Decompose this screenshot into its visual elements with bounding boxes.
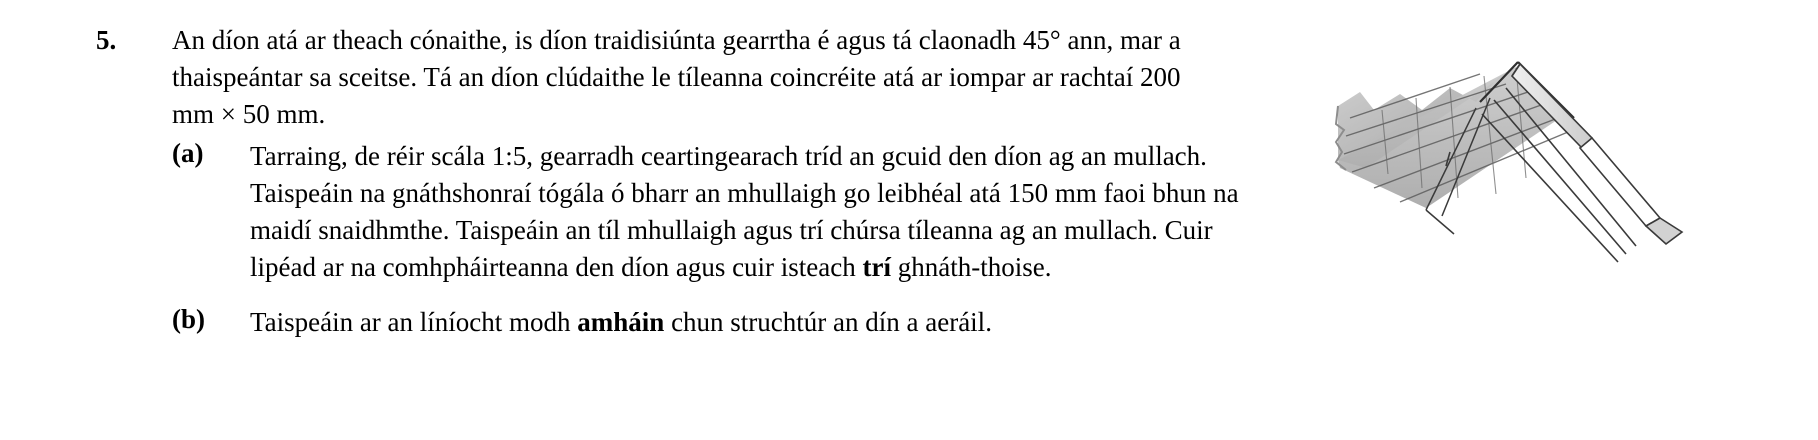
question-part-b [172, 304, 1272, 341]
roof-sketch-svg [1330, 48, 1750, 288]
part-b-text-after: chun struchtúr an dín a aeráil. [664, 306, 992, 337]
part-a-text-bold: trí [862, 251, 891, 282]
part-a-text-after: ghnáth-thoise. [891, 251, 1052, 282]
question-part-a [172, 138, 1272, 286]
part-b-text [250, 304, 1270, 341]
part-b-label: (b) [172, 303, 205, 334]
roof-section-right [1512, 64, 1682, 244]
question-parts [172, 138, 1272, 359]
part-a-label: (a) [172, 138, 204, 168]
question-number: 5. [96, 25, 117, 55]
part-b-text-before: Taispeáin ar an líníocht modh [250, 306, 578, 337]
part-a-text-before: Tarraing, de réir scála 1:5, gearradh ceartingearach tríd an gcuid den díon ag an mullach. Taispeáin na gnáthshonraí tógála ó bharr an mhullaigh go leibhéal atá 150 mm faoi bhun na maidí snaidhmthe. Taispeáin an tíl mhullaigh agus trí chúrsa tíleanna ag an mullach. Cuir lipéad ar na comhpháirteanna den díon agus cuir isteach [250, 141, 1239, 282]
part-a-text [250, 138, 1270, 286]
part-b-text-bold: amháin [577, 306, 665, 337]
question-intro-text: An díon atá ar theach cónaithe, is díon traidisiúnta gearrtha é agus tá claonadh 45° ann, mar a thaispeántar sa sceitse. Tá an díon clúdaithe le tíleanna coincréite atá ar iompar ar rachtaí 200 mm × 50 mm. [172, 25, 1181, 129]
roof-sketch-illustration [1330, 48, 1750, 288]
